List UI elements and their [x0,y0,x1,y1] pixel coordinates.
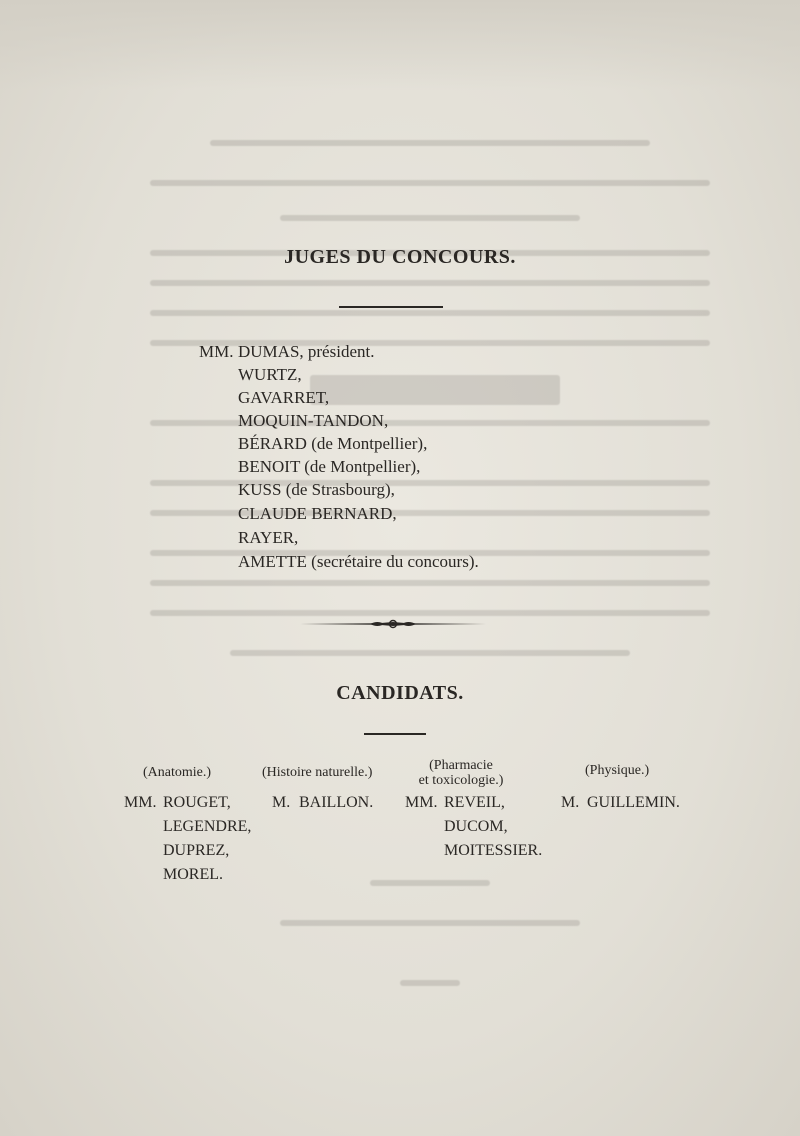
judge-line: RAYER, [238,528,299,547]
candidate-prefix: M. [272,794,291,811]
candidate-name: MOITESSIER. [444,842,543,859]
judges-title: JUGES DU CONCOURS. [284,246,516,268]
column-heading-line: et toxicologie.) [418,773,504,788]
judge-line: BÉRARD (de Montpellier), [238,434,428,453]
column-heading: (Anatomie.) [143,765,212,780]
judge-line: KUSS (de Strasbourg), [238,480,395,499]
column-heading: (Histoire naturelle.) [262,765,373,780]
candidate-name: GUILLEMIN. [587,794,680,811]
judge-line: DUMAS, président. [238,342,375,361]
candidate-name: ROUGET, [163,794,231,811]
candidate-name: REVEIL, [444,794,505,811]
candidates-title: CANDIDATS. [336,682,464,704]
candidate-name: LEGENDRE, [163,818,252,835]
judge-line: GAVARRET, [238,388,330,407]
column-heading [416,758,506,788]
ornamental-rule [298,617,488,631]
column-heading-line: (Pharmacie [429,758,493,773]
judge-line: AMETTE (secrétaire du concours). [238,552,479,571]
candidate-prefix: MM. [405,794,438,811]
title-rule [364,733,426,735]
column-heading: (Physique.) [585,763,650,778]
judge-line: CLAUDE BERNARD, [238,504,397,523]
candidate-name: DUCOM, [444,818,508,835]
page-top-shadow [0,0,800,90]
title-rule [339,306,443,308]
judge-line: MOQUIN-TANDON, [238,411,389,430]
candidate-name: BAILLON. [299,794,374,811]
judge-line: WURTZ, [238,365,302,384]
judges-prefix: MM. [199,342,234,361]
candidate-prefix: MM. [124,794,157,811]
candidate-name: MOREL. [163,866,223,883]
candidate-prefix: M. [561,794,580,811]
candidate-name: DUPREZ, [163,842,230,859]
judge-line: BENOIT (de Montpellier), [238,457,421,476]
